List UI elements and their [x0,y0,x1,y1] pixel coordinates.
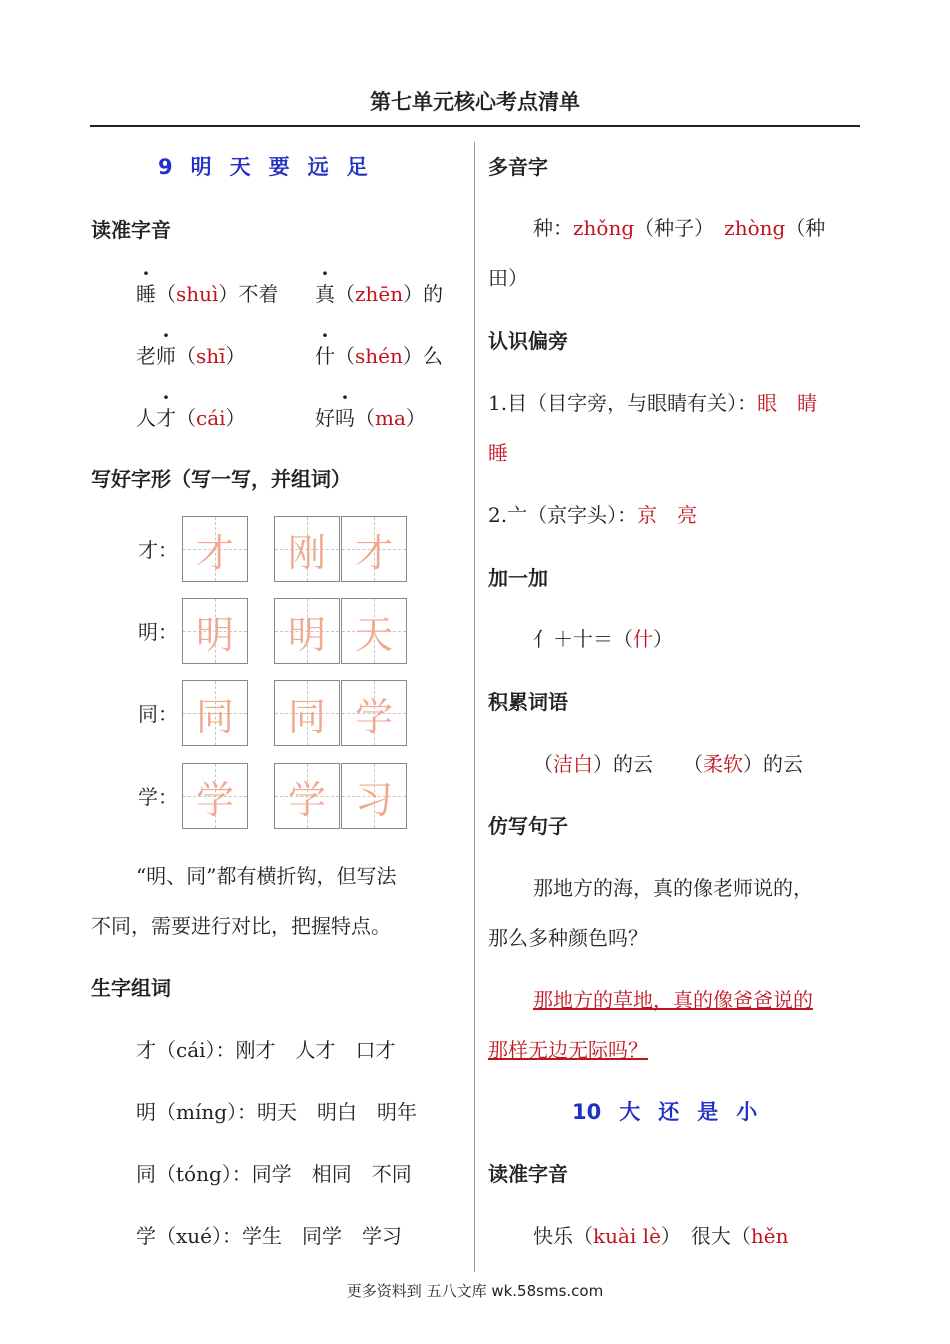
write-label-3: 同： [138,702,178,726]
write-label-4: 学： [138,785,178,809]
pron-item-3: 老师（shī） [136,344,246,368]
add-heading: 加一加 [488,566,548,590]
words-row-4: 学（xué）：学生 同学 学习 [136,1224,402,1248]
radical-heading: 认识偏旁 [488,329,568,353]
tracing-box: 才 [341,516,407,582]
radical-line-1: 1.目（目字旁，与眼睛有关）：眼 睛 [488,391,818,415]
page-title: 第七单元核心考点清单 [370,90,580,114]
words-row-1: 才（cái）：刚才 人才 口才 [136,1038,396,1062]
imitate-heading: 仿写句子 [488,814,568,838]
radical-line-2: 2.亠（京字头）：京 亮 [488,503,698,527]
title-underline [90,125,860,127]
pron-heading-10: 读准字音 [488,1162,568,1186]
write-label-2: 明： [138,620,178,644]
imitate-line-2: 那么多种颜色吗？ [488,926,648,950]
words-row-2: 明（míng）：明天 明白 明年 [136,1100,418,1124]
duoyin-line-1: 种：zhǒng（种子） zhòng（种 [533,216,826,240]
note-line-1: “明、同”都有横折钩，但写法 [136,864,397,888]
pron-item-1: 睡（shuì）不着 [136,282,279,306]
tracing-box: 习 [341,763,407,829]
tracing-box: 才 [182,516,248,582]
tracing-box: 明 [274,598,340,664]
lesson-9-title: 9 明 天 要 远 足 [158,155,368,179]
pron-item-6: 好吗（ma） [315,406,426,430]
pron-heading: 读准字音 [91,218,171,242]
imitate-answer-1: 那地方的草地，真的像爸爸说的 [533,988,813,1012]
pron-line-10: 快乐（kuài lè） 很大（hěn [533,1224,789,1248]
duoyin-line-2: 田） [488,266,528,290]
tracing-box: 学 [182,763,248,829]
pron-item-4: 什（shén）么 [315,344,443,368]
add-line: 亻＋十＝（什） [533,627,673,651]
imitate-line-1: 那地方的海，真的像老师说的， [533,876,813,900]
tracing-box: 学 [274,763,340,829]
imitate-answer-2: 那样无边无际吗？ [488,1038,648,1062]
note-line-2: 不同，需要进行对比，把握特点。 [91,914,391,938]
words-heading: 生字组词 [91,976,171,1000]
tracing-box: 刚 [274,516,340,582]
duoyin-heading: 多音字 [488,155,548,179]
pron-item-5: 人才（cái） [136,406,246,430]
tracing-box: 同 [274,680,340,746]
tracing-box: 天 [341,598,407,664]
footer-watermark: 更多资料到 五八文库 wk.58sms.com [346,1282,604,1300]
radical-line-1b: 睡 [488,441,508,465]
phrase-heading: 积累词语 [488,690,568,714]
lesson-10-title: 10 大 还 是 小 [572,1100,758,1124]
tracing-box: 同 [182,680,248,746]
phrase-line: （洁白）的云 （柔软）的云 [533,752,803,776]
tracing-box: 明 [182,598,248,664]
write-heading: 写好字形（写一写，并组词） [91,467,351,491]
pron-item-2: 真（zhēn）的 [315,282,444,306]
write-label-1: 才： [138,538,178,562]
column-divider [474,142,475,1272]
tracing-box: 学 [341,680,407,746]
words-row-3: 同（tóng）：同学 相同 不同 [136,1162,412,1186]
